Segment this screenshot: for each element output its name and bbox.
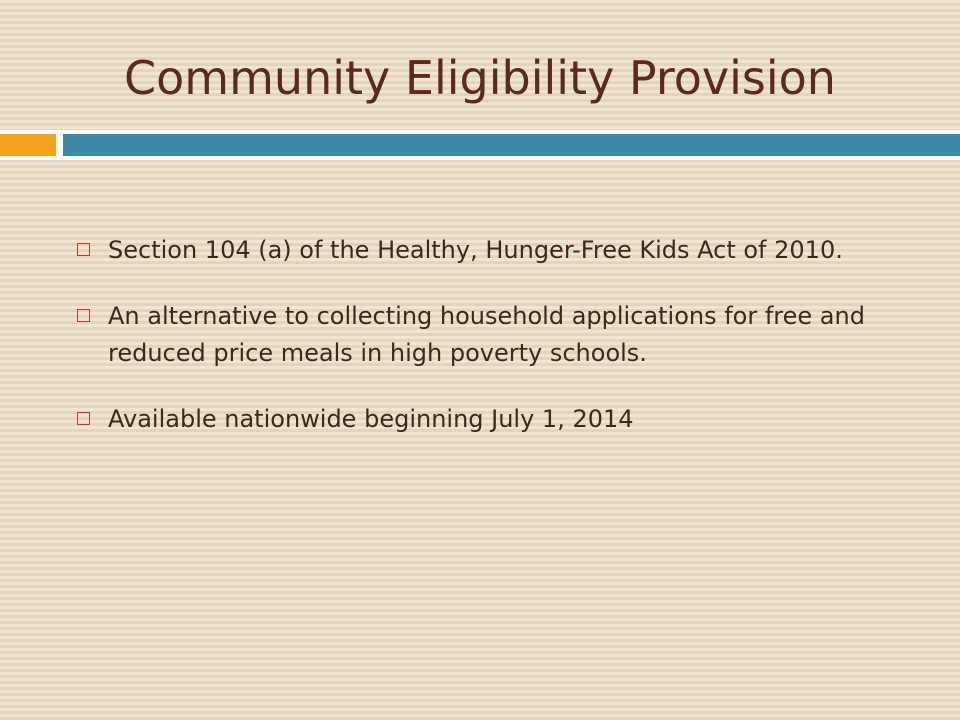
hollow-square-icon (77, 412, 90, 425)
slide-title: Community Eligibility Provision (124, 51, 836, 105)
bullet-item (0, 401, 960, 438)
divider-orange-accent (0, 134, 56, 156)
bullet-text: Section 104 (a) of the Healthy, Hunger-Free Kids Act of 2010. (108, 236, 843, 264)
bullet-text: An alternative to collecting household applications for free and reduced price meals in high poverty schools. (108, 302, 865, 367)
bullet-list (0, 232, 960, 467)
hollow-square-icon (77, 309, 90, 322)
bullet-item (0, 232, 960, 269)
bullet-text: Available nationwide beginning July 1, 2014 (108, 405, 634, 433)
divider-blue-bar (63, 134, 960, 156)
title-divider (0, 130, 960, 160)
bullet-item (0, 298, 960, 372)
hollow-square-icon (77, 243, 90, 256)
